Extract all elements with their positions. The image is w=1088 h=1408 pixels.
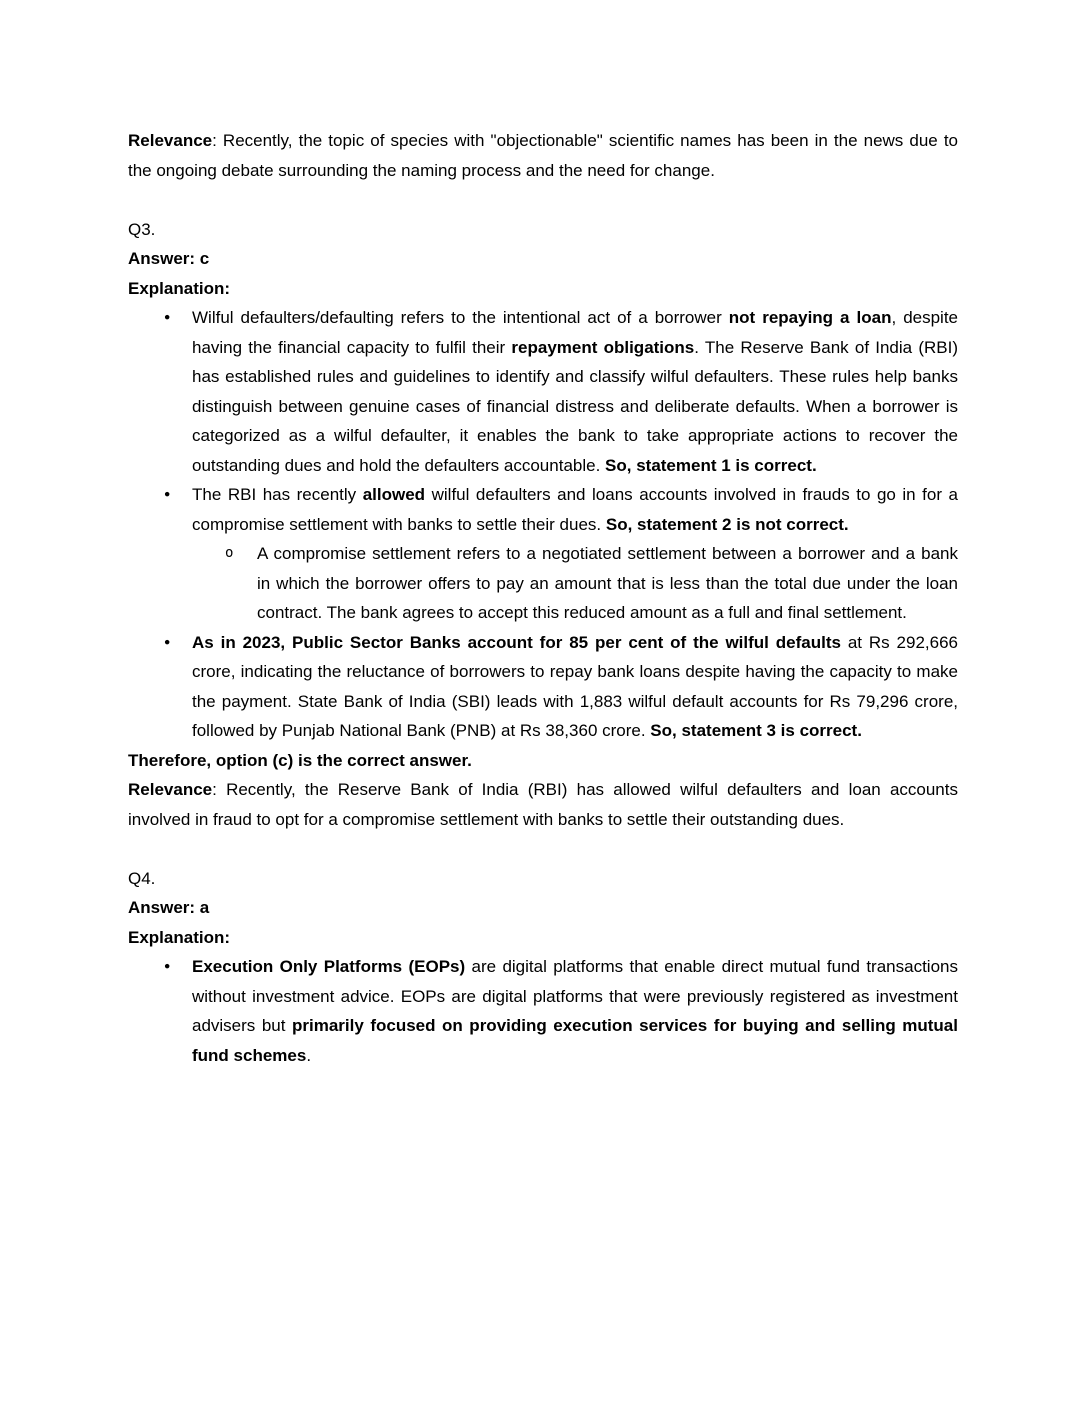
- q3-sub-bullet-1: [128, 539, 958, 628]
- bullet-icon: ●: [164, 635, 171, 648]
- q3-bullet-1: [128, 303, 958, 480]
- q4-bullet-1-text: Execution Only Platforms (EOPs) are digital platforms that enable direct mutual fund transactions without investment advice. EOPs are digital platforms that were previously registered as investment advisers but primarily focused on providing execution services for buying and selling mutual fund schemes.: [192, 957, 958, 1065]
- q4-answer: Answer: a: [128, 898, 210, 917]
- q3-bullet-3: [128, 628, 958, 746]
- q3-conclusion: Therefore, option (c) is the correct answer.: [128, 750, 472, 770]
- bullet-icon: ●: [164, 488, 171, 500]
- sub-bullet-icon: o: [225, 545, 234, 561]
- q3-sub-bullet-1-text: A compromise settlement refers to a negotiated settlement between a borrower and a bank in which the borrower offers to pay an amount that is less than the total due under the loan contract. The bank agrees to accept this reduced amount as a full and final settlement.: [257, 544, 958, 622]
- q4-number: Q4.: [128, 868, 156, 888]
- q3-number: Q3.: [128, 219, 156, 239]
- blank-line: [128, 834, 958, 864]
- q3-bullet-2: [128, 480, 958, 539]
- q4-bullet-1: [128, 952, 958, 1070]
- blank-line: [128, 185, 958, 215]
- q3-bullet-2-text: The RBI has recently allowed wilful defaulters and loans accounts involved in frauds to go in for a compromise settlement with banks to settle their dues. So, statement 2 is not correct.: [192, 485, 958, 534]
- q3-relevance-paragraph: Relevance: Recently, the Reserve Bank of India (RBI) has allowed wilful defaulters and loan accounts involved in fraud to opt for a compromise settlement with banks to settle their outstanding dues.: [128, 780, 958, 829]
- q3-explanation-label: Explanation:: [128, 278, 231, 298]
- q3-bullet-1-text: Wilful defaulters/defaulting refers to the intentional act of a borrower not repaying a loan, despite having the financial capacity to fulfil their repayment obligations. The Reserve Bank of India (RBI) has established rules and guidelines to identify and classify wilful defaulters. These rules help banks distinguish between genuine cases of financial distress and deliberate defaults. When a borrower is categorized as a wilful defaulter, it enables the bank to take appropriate actions to recover the outstanding dues and hold the defaulters accountable. So, statement 1 is correct.: [192, 308, 959, 475]
- q4-explanation-label: Explanation:: [128, 927, 231, 947]
- q3-bullet-3-text: As in 2023, Public Sector Banks account for 85 per cent of the wilful defaults at Rs 292,666 crore, indicating the reluctance of borrowers to repay bank loans despite having the capacity to make the payment. State Bank of India (SBI) leads with 1,883 wilful default accounts for Rs 79,296 crore, followed by Punjab National Bank (PNB) at Rs 38,360 crore. So, statement 3 is correct.: [192, 632, 958, 740]
- q2-relevance-paragraph: Relevance: Recently, the topic of species with "objectionable" scientific names has been in the news due to the ongoing debate surrounding the naming process and the need for change.: [128, 131, 958, 180]
- bullet-icon: ●: [164, 960, 171, 972]
- bullet-icon: ●: [164, 311, 171, 323]
- q3-answer: Answer: c: [128, 249, 210, 268]
